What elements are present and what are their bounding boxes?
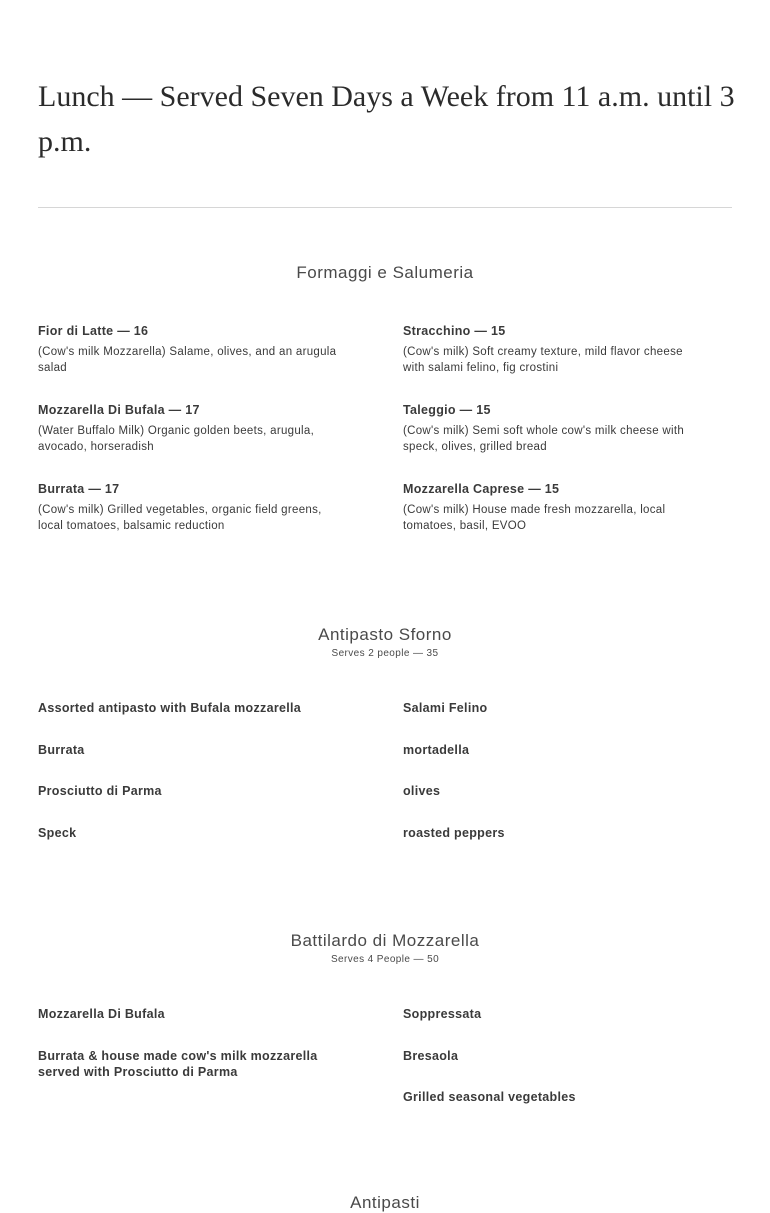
- item-description: (Cow's milk) House made fresh mozzarella, local tomatoes, basil, EVOO: [403, 504, 666, 532]
- section-heading-antipasti: Antipasti: [350, 1193, 420, 1212]
- menu-item: [38, 1006, 338, 1022]
- menu-item: [38, 825, 338, 841]
- item-description: (Cow's milk) Grilled vegetables, organic field greens, local tomatoes, balsamic reduction: [38, 504, 322, 532]
- page-title: Lunch — Served Seven Days a Week from 11 a.m. until 3 p.m.: [38, 80, 735, 158]
- item-name: olives: [403, 784, 441, 798]
- menu-item: [403, 481, 703, 534]
- section-subtitle-antipasto: Serves 2 people — 35: [331, 648, 439, 659]
- menu-item: [38, 323, 338, 376]
- item-description: (Cow's milk Mozzarella) Salame, olives, and an arugula salad: [38, 346, 337, 374]
- item-description: (Water Buffalo Milk) Organic golden beets, arugula, avocado, horseradish: [38, 425, 315, 453]
- item-description: (Cow's milk) Soft creamy texture, mild flavor cheese with salami felino, fig crostini: [403, 346, 683, 374]
- menu-item: [38, 783, 338, 799]
- item-name: mortadella: [403, 743, 470, 757]
- menu-item: [403, 323, 703, 376]
- section-subtitle-battilardo: Serves 4 People — 50: [330, 954, 440, 965]
- menu-item: [403, 742, 703, 758]
- item-name: Stracchino — 15: [403, 324, 506, 338]
- item-name: Mozzarella Caprese — 15: [403, 482, 560, 496]
- item-name: Bresaola: [403, 1049, 459, 1063]
- menu-item: [403, 700, 703, 716]
- item-name: Burrata & house made cow's milk mozzarella served with Prosciutto di Parma: [38, 1049, 318, 1079]
- menu-item: [403, 825, 703, 841]
- menu-item: [403, 783, 703, 799]
- item-description: (Cow's milk) Semi soft whole cow's milk cheese with speck, olives, grilled bread: [403, 425, 685, 453]
- menu-item: [403, 402, 703, 455]
- item-name: Mozzarella Di Bufala: [38, 1007, 165, 1021]
- section-heading-formaggi: Formaggi e Salumeria: [296, 263, 474, 282]
- section-heading-antipasto: Antipasto Sforno: [318, 625, 452, 644]
- item-name: Grilled seasonal vegetables: [403, 1090, 576, 1104]
- item-name: Speck: [38, 826, 77, 840]
- menu-item: [38, 742, 338, 758]
- section-heading-battilardo: Battilardo di Mozzarella: [290, 931, 480, 950]
- menu-item: [403, 1006, 703, 1022]
- item-name: Soppressata: [403, 1007, 482, 1021]
- menu-item: [38, 402, 338, 455]
- item-name: Prosciutto di Parma: [38, 784, 162, 798]
- menu-item: [38, 1048, 358, 1080]
- menu-item: [38, 700, 338, 716]
- menu-item: [403, 1048, 703, 1064]
- item-name: roasted peppers: [403, 826, 505, 840]
- item-name: Salami Felino: [403, 701, 488, 715]
- title-divider: [38, 207, 732, 208]
- item-name: Burrata — 17: [38, 482, 120, 496]
- item-name: Mozzarella Di Bufala — 17: [38, 403, 200, 417]
- item-name: Taleggio — 15: [403, 403, 491, 417]
- item-name: Fior di Latte — 16: [38, 324, 149, 338]
- item-name: Burrata: [38, 743, 85, 757]
- menu-item: [403, 1089, 703, 1105]
- item-name: Assorted antipasto with Bufala mozzarella: [38, 701, 302, 715]
- menu-item: [38, 481, 338, 534]
